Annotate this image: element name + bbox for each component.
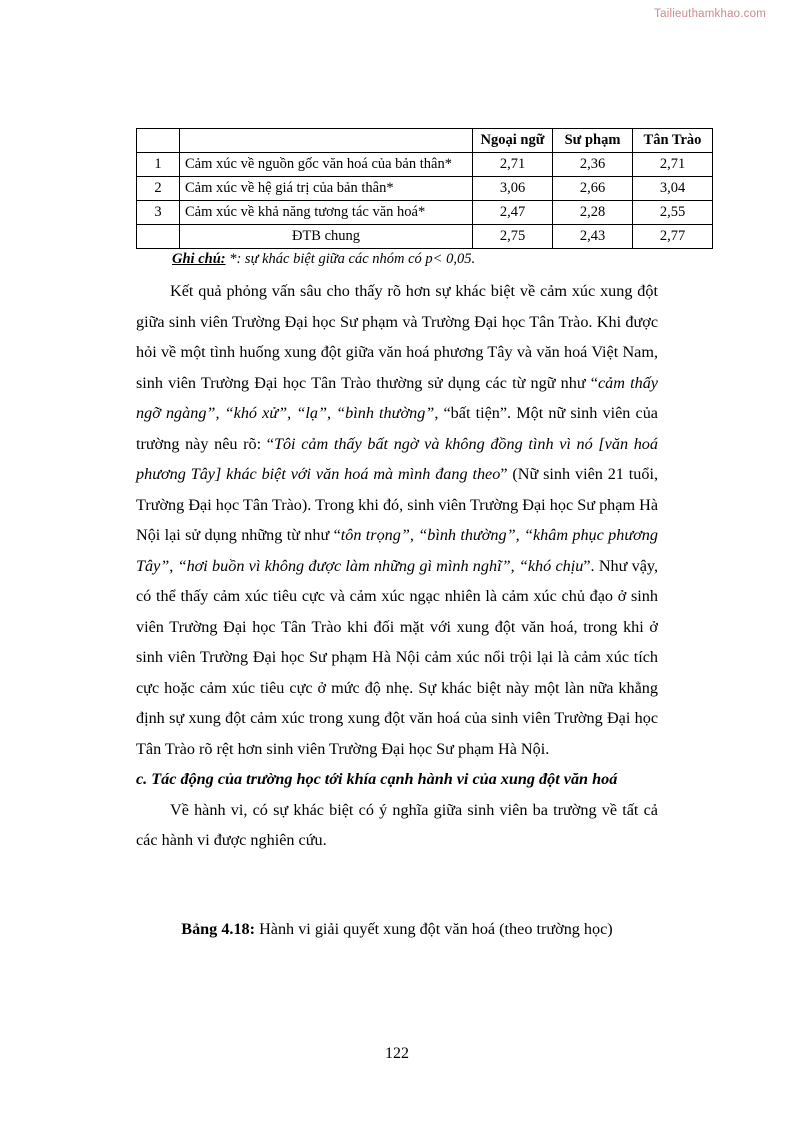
para-segment: ” (Nữ sinh viên 21 tuổi, Trường Đại học Tân Trào). Trong khi đó, sinh viên Trường Đại học Sư phạm Hà Nội lại sử dụng những từ như “ — [136, 465, 659, 544]
table-row — [137, 153, 713, 177]
header-cell-su-pham: Sư phạm — [553, 129, 633, 153]
para-segment: , “bất tiện”. Một nữ sinh viên của trường này nêu rõ: “ — [136, 404, 658, 453]
table-total-row — [137, 225, 713, 249]
spacer — [136, 856, 658, 914]
para-quote-2: Tôi cảm thấy bất ngờ và không đồng tình vì nó [văn hoá phương Tây] khác biệt với văn hoá mà mình đang theo — [136, 434, 658, 483]
para-quote-3: tôn trọng”, “bình thường”, “khâm phục phương Tây”, “hơi buồn vì không được làm những gì mình nghĩ”, “khó chịu — [136, 526, 658, 575]
caption-label: Bảng 4.18: — [181, 919, 256, 938]
cell-index: 2 — [137, 177, 180, 201]
cell-value-tan-trao: 3,04 — [633, 177, 713, 201]
header-cell-tan-trao: Tân Trào — [633, 129, 713, 153]
note-text: *: sự khác biệt giữa các nhóm có p< 0,05. — [225, 251, 476, 267]
table-row — [137, 201, 713, 225]
cell-value-ngoai-ngu: 3,06 — [473, 177, 553, 201]
cell-value-tan-trao: 2,71 — [633, 153, 713, 177]
note-label: Ghi chú: — [172, 251, 226, 267]
cell-value-ngoai-ngu: 2,47 — [473, 201, 553, 225]
cell-total-label: ĐTB chung — [180, 225, 473, 249]
table-header-row — [137, 129, 713, 153]
header-cell-index — [137, 129, 180, 153]
para-segment: ”. Như vậy, có thể thấy cảm xúc tiêu cực và cảm xúc ngạc nhiên là cảm xúc chủ đạo ở sinh viên Trường Đại học Tân Trào khi đối mặt với xung đột văn hoá, trong khi ở sinh viên Trường Đại học Sư phạm Hà Nội cảm xúc nổi trội lại là cảm xúc tích cực hoặc cảm xúc tiêu cực ở mức độ nhẹ. Sự khác biệt này một làn nữa khẳng định sự xung đột cảm xúc trong xung đột văn hoá của sinh viên Trường Đại học Tân Trào rõ rệt hơn sinh viên Trường Đại học Sư phạm Hà Nội. — [136, 556, 658, 758]
cell-label: Cảm xúc về khả năng tương tác văn hoá* — [180, 201, 473, 225]
cell-total-tan-trao: 2,77 — [633, 225, 713, 249]
cell-index: 1 — [137, 153, 180, 177]
page-number: 122 — [385, 1045, 409, 1062]
para-segment: Kết quả phỏng vấn sâu cho thấy rõ hơn sự khác biệt về cảm xúc xung đột giữa sinh viên Trường Đại học Sư phạm và Trường Đại học Tân Trào. Khi được hỏi về một tình huống xung đột giữa văn hoá phương Tây và văn hoá Việt Nam, sinh viên Trường Đại học Tân Trào thường sử dụng các từ ngữ như “ — [136, 282, 658, 392]
paragraph-emotion-analysis — [136, 276, 658, 764]
cell-label: Cảm xúc về hệ giá trị của bản thân* — [180, 177, 473, 201]
cell-total-ngoai-ngu: 2,75 — [473, 225, 553, 249]
results-table — [136, 128, 713, 249]
cell-value-su-pham: 2,36 — [553, 153, 633, 177]
table-caption — [136, 914, 658, 944]
header-cell-ngoai-ngu: Ngoại ngữ — [473, 129, 553, 153]
caption-text: Hành vi giải quyết xung đột văn hoá (theo trường học) — [255, 919, 613, 938]
cell-value-ngoai-ngu: 2,71 — [473, 153, 553, 177]
para-quote-1: cảm thấy ngỡ ngàng”, “khó xử”, “lạ”, “bình thường” — [136, 373, 658, 422]
header-cell-label — [180, 129, 473, 153]
watermark: Tailieuthamkhao.com — [654, 8, 766, 20]
cell-value-su-pham: 2,28 — [553, 201, 633, 225]
subsection-heading-c: c. Tác động của trường học tới khía cạnh hành vi của xung đột văn hoá — [136, 770, 618, 788]
paragraph-behaviour: Về hành vi, có sự khác biệt có ý nghĩa giữa sinh viên ba trường về tất cả các hành vi được nghiên cứu. — [136, 800, 658, 849]
cell-label: Cảm xúc về nguồn gốc văn hoá của bản thân* — [180, 153, 473, 177]
table-row — [137, 177, 713, 201]
cell-index-empty — [137, 225, 180, 249]
spacer — [136, 268, 658, 276]
cell-value-tan-trao: 2,55 — [633, 201, 713, 225]
table-note — [136, 251, 658, 268]
cell-total-su-pham: 2,43 — [553, 225, 633, 249]
cell-value-su-pham: 2,66 — [553, 177, 633, 201]
page-content — [136, 128, 702, 944]
cell-index: 3 — [137, 201, 180, 225]
